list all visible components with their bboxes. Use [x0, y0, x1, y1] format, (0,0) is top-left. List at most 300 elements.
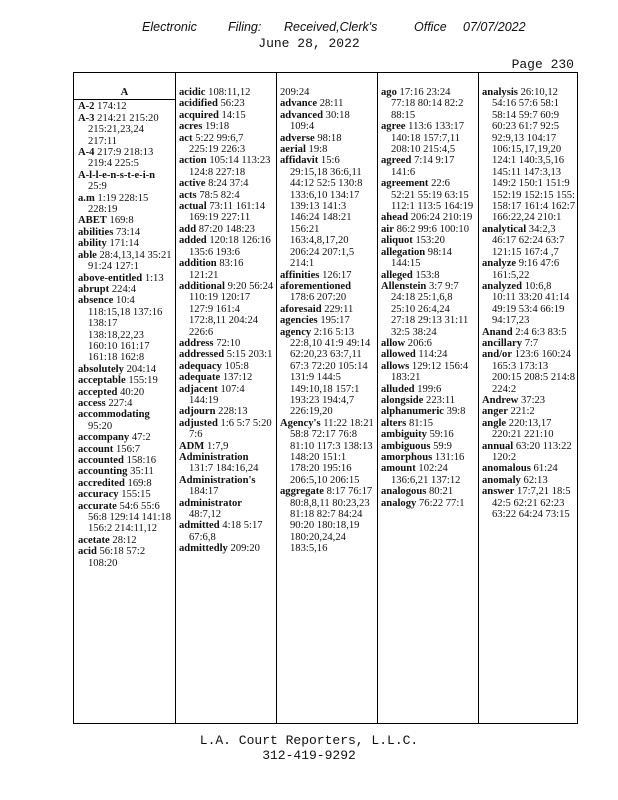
index-term: analytical: [482, 223, 527, 235]
index-term: agencies: [280, 315, 318, 327]
index-entry: [381, 441, 476, 452]
index-page-refs: 98:18: [317, 132, 342, 144]
index-term: aliquot: [381, 235, 413, 247]
index-entry: [381, 224, 476, 235]
index-term: adjacent: [179, 383, 218, 395]
index-term: adjusted: [179, 417, 218, 429]
index-term: absence: [78, 295, 114, 307]
index-page-refs: 155:15: [121, 489, 151, 501]
index-entry: [482, 486, 577, 520]
index-entry: [179, 498, 274, 521]
index-entry: [78, 250, 173, 273]
stamp-office: Office: [414, 20, 447, 34]
index-entry: [179, 349, 274, 360]
index-page-refs: 174:12: [97, 101, 127, 113]
index-page-refs: 59:16: [429, 429, 454, 441]
index-entry: [78, 466, 173, 477]
index-entry: [381, 235, 476, 246]
electronic-filing-stamp: [0, 20, 618, 36]
index-column-4: [377, 87, 478, 719]
index-term: ambiguity: [381, 429, 427, 441]
index-page-refs: 4:18 5:17 67:6,8: [189, 520, 263, 543]
index-page-refs: 63:20 113:22 120:2: [492, 440, 572, 463]
index-entry: [179, 384, 274, 407]
index-page-refs: 73:14: [115, 226, 141, 238]
index-page-refs: 19:18: [205, 121, 230, 133]
index-page-refs: 54:6 55:6 56:8 129:14 141:18 156:2 214:11,12: [88, 500, 171, 535]
index-term: A-2: [78, 101, 95, 113]
index-term: acres: [179, 121, 203, 133]
index-page-refs: 17:7,21 18:5 42:5 62:21 62:23 63:22 64:24 73:15: [492, 486, 571, 521]
index-entry: [179, 224, 274, 235]
index-entry: [78, 432, 173, 443]
index-term: allows: [381, 360, 410, 372]
index-term: Andrew: [482, 394, 519, 406]
index-term: alphanumeric: [381, 406, 444, 418]
index-term: accompany: [78, 432, 130, 444]
index-term: acquired: [179, 109, 219, 121]
index-entry: [78, 170, 173, 193]
index-entry: [78, 238, 173, 249]
index-entry: [381, 87, 476, 121]
index-entry: [482, 281, 577, 327]
index-entry: [280, 133, 375, 144]
index-entry: [78, 101, 173, 112]
index-term: anger: [482, 406, 508, 418]
index-term: ability: [78, 238, 107, 250]
index-entry: [482, 475, 577, 486]
index-term: Administration's: [179, 474, 256, 486]
index-entry: [78, 113, 173, 147]
index-page-refs: 199:6: [417, 383, 442, 395]
index-entry: [179, 361, 274, 372]
stamp-filed-date: 07/07/2022: [463, 20, 526, 34]
index-term: alluded: [381, 383, 415, 395]
index-term: acceptable: [78, 375, 126, 387]
index-page-refs: 80:21: [429, 486, 454, 498]
index-page-refs: 156:7: [115, 443, 141, 455]
index-entry: [280, 270, 375, 281]
index-page-refs: 11:22 18:21 58:8 72:17 76:8 81:10 117:3 138:13 148:20 151:1 178:20 195:16 206:5,10 206:15: [290, 417, 374, 486]
index-term: accurate: [78, 500, 117, 512]
index-page-refs: 5:22 99:6,7 225:19 226:3: [189, 132, 246, 156]
index-page-refs: 204:14: [126, 363, 157, 375]
index-entry: [381, 384, 476, 395]
index-column-1: [74, 87, 175, 719]
index-page-refs: 178:6 207:20: [290, 292, 347, 304]
index-entry: [78, 489, 173, 500]
index-term: agreed: [381, 155, 412, 167]
index-entry: [179, 520, 274, 543]
index-entry: [179, 258, 274, 281]
index-term: ahead: [381, 212, 409, 224]
index-page-refs: 22:6 52:21 55:19 63:15 112:1 113:5 164:19: [391, 178, 474, 213]
index-entry: [381, 281, 476, 338]
index-entry: [78, 501, 173, 535]
index-entry: [179, 452, 274, 475]
index-term: answer: [482, 486, 515, 498]
index-term: analysis: [482, 87, 518, 98]
index-page-refs: 83:16 121:21: [189, 258, 244, 281]
index-letter-heading: A: [74, 87, 175, 100]
index-entry: [78, 215, 173, 226]
index-page-refs: 72:10: [216, 337, 241, 349]
index-term: absolutely: [78, 363, 124, 375]
index-page-refs: 1:19 228:15 228:19: [88, 192, 149, 216]
index-page-refs: 169:8: [109, 215, 134, 227]
index-page-refs: 73:11 161:14 169:19 227:11: [189, 201, 266, 224]
index-page-refs: 105:14 113:23 124:8 227:18: [189, 155, 271, 178]
index-page-refs: 15:6 29:15,18 36:6,11 44:12 52:5 130:8 133:6,10 134:17 139:13 141:3 146:24 148:21 156:21 163:4,8,17,20 206:24 207:1,5 214:1: [290, 155, 363, 270]
index-page-refs: 9:16 47:6 161:5,22: [492, 258, 560, 281]
index-entry: [381, 418, 476, 429]
index-term: accommodating: [78, 409, 150, 421]
index-term: a.m: [78, 192, 95, 204]
index-page-refs: 56:18 57:2 108:20: [88, 546, 146, 569]
index-term: ago: [381, 87, 397, 98]
index-page-refs: 5:15 203:1: [226, 349, 273, 361]
index-page-refs: 105:8: [224, 360, 249, 372]
index-entry: [381, 486, 476, 497]
index-page-refs: 220:13,17 220:21 221:10: [492, 417, 554, 441]
index-term: Anand: [482, 326, 513, 338]
index-entry: [78, 364, 173, 375]
index-term: A-4: [78, 147, 95, 159]
index-term: adjourn: [179, 406, 216, 418]
index-page-refs: 40:20: [120, 386, 145, 398]
index-term: admittedly: [179, 543, 228, 555]
index-entry: [482, 395, 577, 406]
index-entry: [78, 398, 173, 409]
index-page-refs: 209:24: [280, 87, 310, 98]
index-page-refs: 229:11: [324, 303, 354, 315]
index-page-refs: 37:23: [520, 394, 546, 406]
index-page-refs: 221:2: [510, 406, 535, 418]
page-number: Page 230: [511, 57, 574, 72]
index-entry: [179, 190, 274, 201]
index-term: actual: [179, 201, 207, 213]
index-page-refs: 120:18 126:16 135:6 193:6: [189, 235, 271, 258]
stamp-electronic: Electronic: [142, 20, 197, 34]
index-term: ABET: [78, 215, 107, 227]
index-entry: [482, 327, 577, 338]
transcript-date: June 28, 2022: [258, 36, 360, 51]
index-term: adequate: [179, 372, 221, 384]
index-entry: [280, 144, 375, 155]
index-entry: [179, 372, 274, 383]
index-term: address: [179, 337, 214, 349]
index-page-refs: 8:24 37:4: [208, 178, 249, 190]
index-term: addressed: [179, 349, 225, 361]
index-page-refs: 28:4,13,14 35:21 91:24 127:1: [88, 249, 172, 273]
index-page-refs: 171:14: [109, 238, 139, 250]
index-entry: [78, 375, 173, 386]
index-page-refs: 223:11: [426, 394, 456, 406]
index-page-refs: 2:4 6:3 83:5: [515, 326, 567, 338]
index-entry: [78, 273, 173, 284]
index-term: agency: [280, 326, 312, 338]
index-page-refs: 7:7: [524, 337, 539, 349]
index-term: analyzed: [482, 280, 523, 292]
index-entry: [78, 193, 173, 216]
index-page-refs: 1:6 5:7 5:20 7:6: [189, 417, 272, 441]
index-term: acidic: [179, 87, 206, 98]
index-term: acetate: [78, 534, 110, 546]
index-page-refs: 61:24: [533, 463, 558, 475]
index-column-3: [276, 87, 377, 719]
index-term: act: [179, 132, 193, 144]
index-page-refs: 209:20: [230, 543, 260, 555]
index-page-refs: 34:2,3 46:17 62:24 63:7 121:15 167:4 ,7: [492, 223, 565, 258]
index-term: abrupt: [78, 283, 110, 295]
index-term: allow: [381, 337, 406, 349]
index-page-refs: 129:12 156:4 183:21: [391, 360, 469, 384]
index-page-refs: 131:16: [434, 452, 465, 463]
index-term: analyze: [482, 258, 517, 270]
index-page-refs: 26:10,12 54:16 57:6 58:1 58:14 59:7 60:9 60:23 61:7 92:5 92:9,13 104:17 106:15,17,19,20 124:1 140:3,5,16 145:11 147:3,13 149:2 150:1 151:9 152:19 152:15 155: 158:17 161:4 162:7 166:22,24 210:1: [492, 87, 575, 224]
index-page-refs: 35:11: [130, 466, 154, 478]
index-page-refs: 113:6 133:17 140:18 157:7,11 208:10 215:4,5: [391, 121, 464, 156]
index-page-refs: 30:18 109:4: [290, 109, 350, 133]
index-entry: [280, 304, 375, 315]
index-page-refs: 48:7,12: [189, 509, 222, 521]
index-term: accounting: [78, 466, 128, 478]
footer-company: L.A. Court Reporters, L.L.C.: [199, 733, 419, 748]
index-page-refs: 123:6 160:24 165:3 173:13 200:15 208:5 214:8 224:2: [492, 349, 575, 395]
index-term: accuracy: [78, 489, 119, 501]
index-term: anomalous: [482, 463, 531, 475]
index-term: administrator: [179, 497, 242, 509]
index-entry: [280, 155, 375, 269]
index-entry: [381, 429, 476, 440]
index-term: adequacy: [179, 360, 222, 372]
index-page-refs: 217:9 218:13 219:4 225:5: [88, 147, 154, 170]
index-entry: [280, 281, 375, 304]
index-entry: [179, 441, 274, 452]
index-term: adverse: [280, 132, 315, 144]
index-term: added: [179, 235, 207, 247]
index-entry: [179, 281, 274, 338]
index-page-refs: 206:6: [407, 337, 432, 349]
index-entry: [482, 224, 577, 258]
index-entry: [280, 110, 375, 133]
index-page-refs: 14:15: [221, 109, 246, 121]
index-term: and/or: [482, 349, 513, 361]
index-term: addition: [179, 258, 217, 270]
index-page-refs: 76:22 77:1: [418, 497, 465, 509]
index-term: A-l-l-e-n-s-t-e-i-n: [78, 169, 156, 181]
index-term: accounted: [78, 455, 124, 466]
index-entry: [78, 409, 173, 432]
index-entry: [78, 147, 173, 170]
index-term: alleged: [381, 269, 413, 281]
index-term: Administration: [179, 452, 249, 463]
index-page-refs: 47:2: [131, 432, 151, 444]
index-page-refs: 102:24 136:6,21 137:12: [391, 463, 461, 486]
index-page-refs: 10:4 118:15,18 137:16 138:17 138:18,22,23 160:10 161:17 161:18 162:8: [88, 295, 163, 364]
index-entry: [381, 270, 476, 281]
index-page-refs: 19:8: [308, 144, 328, 156]
index-term: able: [78, 249, 97, 261]
index-page-refs: 158:16: [126, 455, 156, 466]
index-term: aerial: [280, 144, 306, 156]
index-term: account: [78, 443, 114, 455]
index-term: advance: [280, 98, 318, 110]
index-column-2: [175, 87, 276, 719]
index-term: amount: [381, 463, 416, 475]
index-page-refs: 184:17: [189, 486, 219, 498]
index-term: analogous: [381, 486, 427, 498]
index-entry: [78, 387, 173, 398]
index-page-refs: 2:16 5:13 22:8,10 41:9 49:14 62:20,23 63:7,11 67:3 72:20 105:14 131:9 144:5 149:10,18 157:1 193:23 194:4,7 226:19,20: [290, 326, 371, 418]
index-term: advanced: [280, 109, 323, 121]
index-entry: [179, 201, 274, 224]
index-page-refs: 95:20: [88, 420, 113, 432]
index-term: affidavit: [280, 155, 319, 167]
index-term: add: [179, 223, 197, 235]
index-term: ancillary: [482, 337, 523, 349]
index-term: analogy: [381, 497, 417, 509]
index-page-refs: 126:17: [322, 269, 352, 281]
index-page-refs: 155:19: [128, 375, 158, 387]
index-entry: [482, 338, 577, 349]
index-term: aggregate: [280, 486, 324, 498]
index-term: acts: [179, 189, 197, 201]
index-page-refs: 56:23: [220, 98, 245, 110]
index-entry: [280, 327, 375, 418]
index-term: agree: [381, 121, 406, 133]
index-page-refs: 7:14 9:17 141:6: [391, 155, 455, 178]
index-page-refs: 108:11,12: [208, 87, 251, 98]
index-entry: [179, 178, 274, 189]
index-entry: [179, 475, 274, 498]
index-page-refs: 1:13: [144, 272, 164, 284]
index-entry: [179, 98, 274, 109]
index-entry: [179, 133, 274, 156]
index-term: admitted: [179, 520, 220, 532]
index-page-refs: 214:21 215:20 215:21,23,24 217:11: [88, 112, 159, 147]
index-entry: [179, 110, 274, 121]
index-page-refs: 195:17: [320, 315, 350, 327]
index-term: ADM: [179, 440, 205, 452]
index-page-refs: 62:13: [523, 474, 548, 486]
index-entry: [482, 87, 577, 224]
stamp-received: Received,Clerk's: [284, 20, 378, 34]
index-entry: [179, 235, 274, 258]
index-entry: [482, 463, 577, 474]
index-entry: [482, 349, 577, 395]
index-entry: [280, 87, 375, 98]
index-term: alters: [381, 417, 407, 429]
index-entry: [179, 418, 274, 441]
index-page-refs: 153:8: [415, 269, 440, 281]
index-entry: [381, 247, 476, 270]
index-page-refs: 227:4: [108, 397, 133, 409]
index-page-refs: 228:13: [218, 406, 248, 418]
index-term: acidified: [179, 98, 218, 110]
index-page-refs: 39:8: [446, 406, 466, 418]
index-entry: [280, 315, 375, 326]
index-entry: [179, 121, 274, 132]
index-entry: [482, 441, 577, 464]
index-entry: [381, 463, 476, 486]
index-entry: [381, 452, 476, 463]
index-entry: [381, 349, 476, 360]
index-term: agreement: [381, 178, 429, 190]
index-term: angle: [482, 417, 507, 429]
index-term: ambiguous: [381, 440, 431, 452]
index-entry: [280, 486, 375, 554]
index-page-refs: 224:4: [111, 283, 136, 295]
index-entry: [381, 212, 476, 223]
index-entry: [78, 455, 173, 466]
index-term: aforementioned: [280, 280, 352, 292]
index-page-refs: 131:7 184:16,24: [189, 463, 259, 475]
index-entry: [482, 406, 577, 417]
index-entry: [179, 155, 274, 178]
index-page-refs: 17:16 23:24 77:18 80:14 82:2 88:15: [391, 87, 464, 121]
index-entry: [78, 444, 173, 455]
index-term: aforesaid: [280, 303, 322, 315]
index-entry: [482, 418, 577, 441]
index-page-refs: 114:24: [418, 349, 448, 361]
index-entry: [381, 121, 476, 155]
index-term: action: [179, 155, 207, 167]
index-entry: [78, 295, 173, 363]
index-entry: [381, 361, 476, 384]
index-term: Allenstein: [381, 280, 427, 292]
index-entry: [381, 155, 476, 178]
index-term: anomaly: [482, 474, 521, 486]
index-entry: [381, 498, 476, 509]
index-term: Agency's: [280, 417, 321, 429]
index-term: abilities: [78, 226, 114, 238]
index-term: A-3: [78, 112, 95, 124]
word-index-box: [73, 72, 578, 724]
index-entry: [179, 87, 274, 98]
index-term: above-entitled: [78, 272, 143, 284]
index-term: alongside: [381, 394, 424, 406]
index-page-refs: 28:12: [112, 534, 137, 546]
index-term: accredited: [78, 477, 125, 489]
index-page-refs: 8:17 76:17 80:8,8,11 80:23,23 81:18 82:7 84:24 90:20 180:18,19 180:20,24,24 183:5,16: [290, 486, 373, 555]
index-entry: [78, 227, 173, 238]
index-term: additional: [179, 280, 225, 292]
index-term: active: [179, 178, 206, 190]
index-page-refs: 9:20 56:24 110:19 120:17 127:9 161:4 172:8,11 204:24 226:6: [189, 280, 274, 338]
index-entry: [482, 258, 577, 281]
index-entry: [381, 178, 476, 212]
index-term: air: [381, 223, 394, 235]
index-page-refs: 28:11: [319, 98, 344, 110]
footer-phone: 312-419-9292: [262, 748, 356, 763]
index-column-5: [478, 87, 579, 719]
index-entry: [78, 284, 173, 295]
index-entry: [381, 406, 476, 417]
index-term: accepted: [78, 386, 118, 398]
index-page-refs: 169:8: [127, 477, 152, 489]
index-term: amorphous: [381, 452, 433, 463]
index-term: allowed: [381, 349, 416, 361]
index-page-refs: 81:15: [408, 417, 434, 429]
index-page-refs: 59:9: [433, 440, 452, 452]
index-entry: [381, 338, 476, 349]
index-entry: [179, 406, 274, 417]
index-entry: [280, 98, 375, 109]
index-entry: [179, 543, 274, 554]
index-page-refs: 153:20: [415, 235, 445, 247]
index-term: affinities: [280, 269, 320, 281]
